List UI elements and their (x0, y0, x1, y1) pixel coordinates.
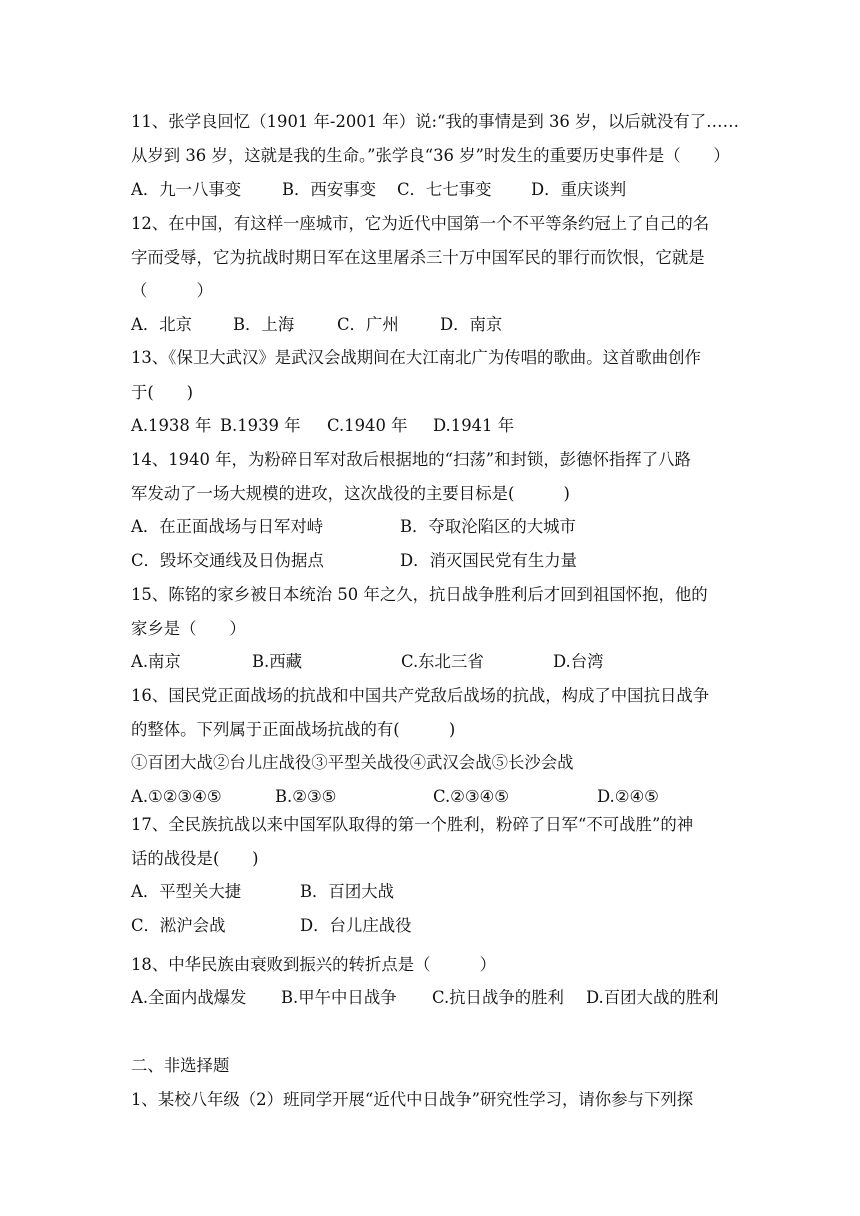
q13-option-b: B.1939 年 (220, 416, 301, 435)
q17-option-a: A．平型关大捷 (131, 882, 242, 901)
q12-option-b: B．上海 (233, 315, 295, 334)
q15-line-1: 15、陈铭的家乡被日本统治 50 年之久，抗日战争胜利后才回到祖国怀抱，他的 (131, 585, 708, 604)
q14-option-b: B．夺取沦陷区的大城市 (400, 517, 576, 536)
q13-option-c: C.1940 年 (327, 416, 408, 435)
q16-line-1: 16、国民党正面战场的抗战和中国共产党敌后战场的抗战，构成了中国抗日战争 (131, 686, 710, 705)
q18-option-c: C.抗日战争的胜利 (432, 988, 564, 1007)
q16-option-b: B.②③⑤ (275, 787, 337, 806)
q11-option-b: B．西安事变 (282, 180, 376, 199)
q18-option-b: B.甲午中日战争 (281, 988, 397, 1007)
q14-option-c: C．毁坏交通线及日伪据点 (131, 551, 324, 570)
q17-line-1: 17、全民族抗战以来中国军队取得的第一个胜利，粉碎了日军“不可战胜”的神 (131, 815, 694, 834)
q13-option-d: D.1941 年 (433, 416, 515, 435)
q16-line-3: ①百团大战②台儿庄战役③平型关战役④武汉会战⑤长沙会战 (131, 753, 574, 772)
q17-option-d: D．台儿庄战役 (300, 916, 412, 935)
q13-option-a: A.1938 年 (131, 416, 212, 435)
q16-line-2: 的整体。下列属于正面战场抗战的有( ) (131, 720, 456, 739)
q16-option-c: C.②③④⑤ (433, 787, 509, 806)
q11-line-1: 11、张学良回忆（1901 年-2001 年）说:“我的事情是到 36 岁，以后就没有了…… (131, 112, 739, 131)
q11-line-2: 从岁到 36 岁，这就是我的生命。”张学良“36 岁”时发生的重要历史事件是（ ） (131, 146, 730, 165)
section2-q1-line-1: 1、某校八年级（2）班同学开展“近代中日战争”研究性学习，请你参与下列探 (131, 1090, 694, 1109)
q17-line-2: 话的战役是( ) (131, 849, 259, 868)
q12-option-d: D．南京 (440, 315, 503, 334)
q11-option-a: A．九一八事变 (131, 180, 242, 199)
q16-option-a: A.①②③④⑤ (131, 787, 222, 806)
section-title: 二、非选择题 (131, 1056, 230, 1075)
q12-option-a: A．北京 (131, 315, 193, 334)
q14-line-2: 军发动了一场大规模的进攻，这次战役的主要目标是( ) (131, 484, 570, 503)
q18-line-1: 18、中华民族由衰败到振兴的转折点是（ ） (131, 955, 497, 974)
q12-line-2: 字而受辱，它为抗战时期日军在这里屠杀三十万中国军民的罪行而饮恨，它就是 (131, 248, 705, 267)
q13-line-2: 于( ) (131, 383, 193, 402)
q13-line-1: 13、《保卫大武汉》是武汉会战期间在大江南北广为传唱的歌曲。这首歌曲创作 (131, 348, 701, 367)
q18-option-d: D.百团大战的胜利 (586, 988, 719, 1007)
q14-line-1: 14、1940 年，为粉碎日军对敌后根据地的“扫荡”和封锁，彭德怀指挥了八路 (131, 450, 691, 469)
q11-option-d: D．重庆谈判 (531, 180, 627, 199)
q11-option-c: C．七七事变 (397, 180, 492, 199)
q17-option-c: C．淞沪会战 (131, 916, 226, 935)
q14-option-d: D．消灭国民党有生力量 (400, 551, 578, 570)
q15-option-b: B.西藏 (252, 652, 303, 671)
q15-option-c: C.东北三省 (401, 652, 484, 671)
q12-option-c: C．广州 (337, 315, 399, 334)
q12-line-1: 12、在中国，有这样一座城市，它为近代中国第一个不平等条约冠上了自己的名 (131, 214, 710, 233)
q14-option-a: A．在正面战场与日军对峙 (131, 517, 324, 536)
q17-option-b: B．百团大战 (300, 882, 394, 901)
q15-option-a: A.南京 (131, 652, 181, 671)
q18-option-a: A.全面内战爆发 (131, 988, 247, 1007)
q15-option-d: D.台湾 (553, 652, 604, 671)
q15-line-2: 家乡是（ ） (131, 619, 246, 638)
q12-line-3: （ ） (131, 281, 213, 300)
q16-option-d: D.②④⑤ (597, 787, 659, 806)
